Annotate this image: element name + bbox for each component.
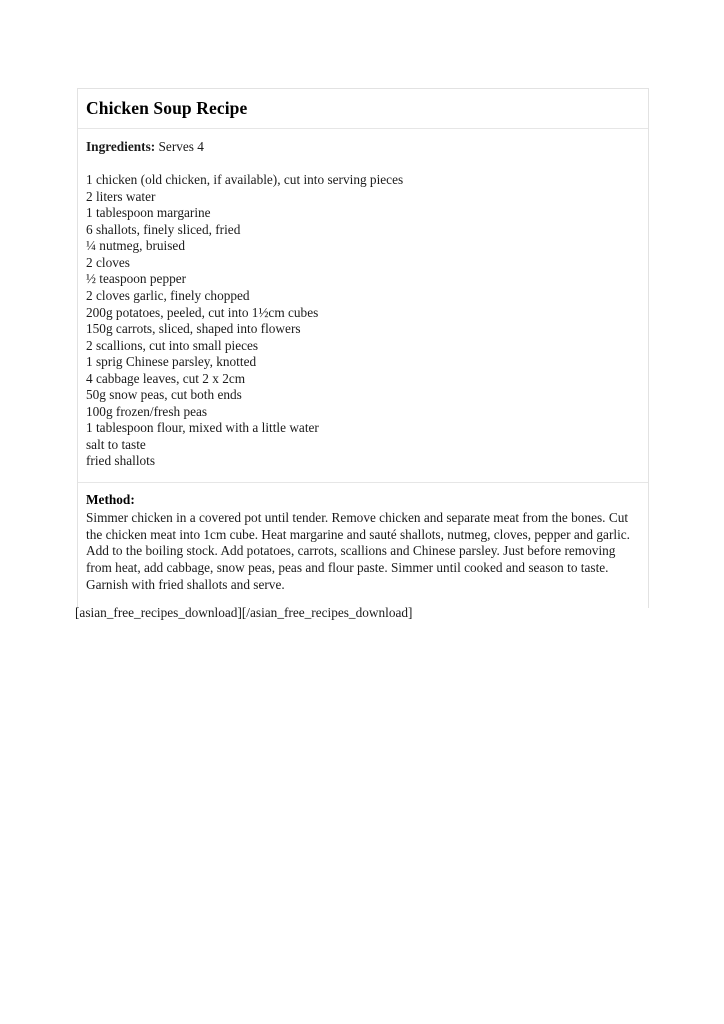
list-item: 2 liters water xyxy=(86,188,156,204)
list-item: 6 shallots, finely sliced, fried xyxy=(86,221,241,237)
list-item: ½ teaspoon pepper xyxy=(86,271,187,287)
recipe-title-section xyxy=(78,89,648,128)
list-item: 2 scallions, cut into small pieces xyxy=(86,337,259,353)
list-item: 200g potatoes, peeled, cut into 1½cm cubes xyxy=(86,304,319,320)
list-item: ¼ nutmeg, bruised xyxy=(86,238,185,254)
list-item: 1 chicken (old chicken, if available), cut into serving pieces xyxy=(86,172,404,188)
list-item: 50g snow peas, cut both ends xyxy=(86,387,242,403)
recipe-card xyxy=(77,88,649,608)
ingredients-section xyxy=(78,129,648,482)
list-item: 2 cloves xyxy=(86,254,130,270)
method-text: Simmer chicken in a covered pot until tender. Remove chicken and separate meat from the bones. Cut the chicken meat into 1cm cube. Heat margarine and sauté shallots, nutmeg, cloves, pepper and garlic. Add to the boiling stock. Add potatoes, carrots, scallions and Chinese parsley. Just before removing from heat, add cabbage, snow peas, peas and flour paste. Simmer until cooked and season to taste. Garnish with fried shallots and serve. xyxy=(86,509,630,593)
list-item: 2 cloves garlic, finely chopped xyxy=(86,287,250,303)
page-title: Chicken Soup Recipe xyxy=(86,98,248,118)
list-item: 4 cabbage leaves, cut 2 x 2cm xyxy=(86,370,246,386)
list-item: salt to taste xyxy=(86,436,146,452)
list-item: 100g frozen/fresh peas xyxy=(86,403,208,419)
list-item: 1 tablespoon margarine xyxy=(86,205,211,221)
ingredients-label: Ingredients: xyxy=(86,139,156,155)
list-item: fried shallots xyxy=(86,453,156,469)
list-item: 150g carrots, sliced, shaped into flowers xyxy=(86,321,301,337)
method-label: Method: xyxy=(86,491,135,507)
list-item: 1 sprig Chinese parsley, knotted xyxy=(86,354,257,370)
serves-value: Serves 4 xyxy=(158,139,204,155)
list-item: 1 tablespoon flour, mixed with a little water xyxy=(86,420,319,436)
ingredient-list xyxy=(86,172,640,470)
serves-line xyxy=(86,138,640,155)
method-section xyxy=(78,483,648,608)
shortcode-text: [asian_free_recipes_download][/asian_free_recipes_download] xyxy=(75,605,413,620)
